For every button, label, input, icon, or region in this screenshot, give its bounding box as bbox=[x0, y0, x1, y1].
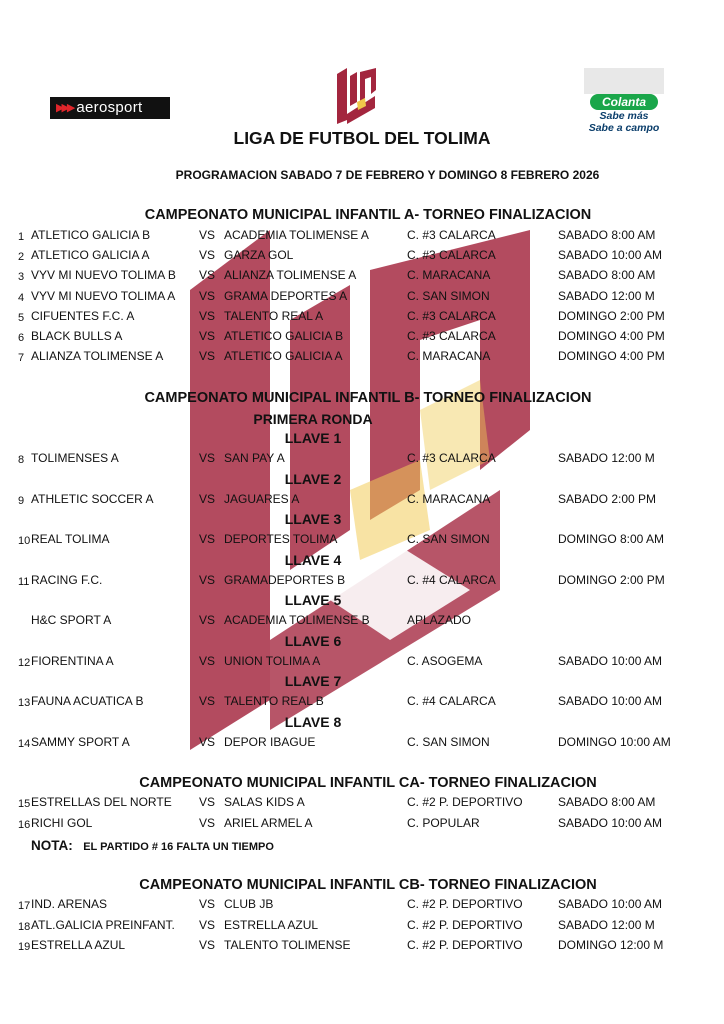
llave-title: LLAVE 1 bbox=[284, 430, 342, 446]
home-team: VYV MI NUEVO TOLIMA A bbox=[31, 288, 176, 303]
venue: C. #4 CALARCA bbox=[407, 572, 496, 587]
match-row bbox=[0, 532, 724, 548]
venue: C. ASOGEMA bbox=[407, 653, 483, 668]
venue: C. SAN SIMON bbox=[407, 734, 490, 749]
match-time: DOMINGO 10:00 AM bbox=[558, 734, 671, 749]
vs-label: VS bbox=[199, 349, 216, 364]
vs-label: VS bbox=[199, 248, 216, 263]
match-number: 5 bbox=[18, 311, 25, 324]
away-team: DEPOR IBAGUE bbox=[224, 734, 316, 749]
llave-title: LLAVE 8 bbox=[284, 713, 342, 730]
match-number: 16 bbox=[18, 819, 31, 831]
venue: C. #2 P. DEPORTIVO bbox=[407, 938, 523, 952]
match-time: SABADO 8:00 AM bbox=[558, 228, 656, 242]
venue: C. #2 P. DEPORTIVO bbox=[407, 897, 523, 911]
away-team: DEPORTES TOLIMA bbox=[224, 532, 338, 546]
away-team: ATLETICO GALICIA A bbox=[224, 349, 343, 364]
match-number: 13 bbox=[18, 697, 31, 709]
section-b-round: PRIMERA RONDA bbox=[253, 411, 373, 427]
match-row bbox=[0, 309, 724, 325]
home-team: ATLETICO GALICIA A bbox=[31, 248, 150, 263]
venue: C. #4 CALARCA bbox=[407, 694, 496, 708]
vs-label: VS bbox=[199, 572, 216, 587]
match-time: DOMINGO 2:00 PM bbox=[558, 572, 665, 587]
match-number: 9 bbox=[18, 494, 25, 507]
venue: C. #3 CALARCA bbox=[407, 248, 496, 263]
section-b-title: CAMPEONATO MUNICIPAL INFANTIL B- TORNEO FINALIZACION bbox=[144, 390, 592, 406]
away-team: CLUB JB bbox=[224, 897, 274, 911]
match-time: SABADO 2:00 PM bbox=[558, 491, 657, 506]
page-title: LIGA DE FUTBOL DEL TOLIMA bbox=[233, 128, 491, 148]
venue: C. MARACANA bbox=[407, 268, 491, 283]
match-time: DOMINGO 2:00 PM bbox=[558, 308, 665, 323]
match-number: 15 bbox=[18, 798, 31, 810]
venue: C. #3 CALARCA bbox=[407, 329, 496, 343]
home-team: ATHLETIC SOCCER A bbox=[31, 491, 154, 506]
match-row bbox=[0, 248, 724, 264]
home-team: IND. ARENAS bbox=[31, 897, 108, 911]
match-row bbox=[0, 228, 724, 244]
match-time: SABADO 10:00 AM bbox=[558, 694, 663, 708]
match-number: 12 bbox=[18, 656, 31, 669]
match-number: 8 bbox=[18, 454, 25, 466]
vs-label: VS bbox=[199, 938, 216, 952]
vs-label: VS bbox=[199, 653, 216, 668]
away-team: ACADEMIA TOLIMENSE B bbox=[224, 613, 370, 627]
match-row bbox=[0, 795, 724, 811]
match-time: DOMINGO 8:00 AM bbox=[558, 532, 665, 546]
aerosport-logo bbox=[50, 97, 170, 119]
venue: C. MARACANA bbox=[407, 491, 491, 506]
match-number: 11 bbox=[18, 575, 30, 588]
away-team: GRAMADEPORTES B bbox=[224, 572, 346, 587]
match-number: 17 bbox=[18, 900, 31, 912]
match-number: 6 bbox=[18, 332, 25, 344]
match-number: 19 bbox=[18, 941, 31, 953]
match-time: DOMINGO 4:00 PM bbox=[558, 329, 665, 343]
venue: C. #3 CALARCA bbox=[407, 451, 496, 465]
llave-title: LLAVE 7 bbox=[284, 673, 342, 689]
away-team: GARZA GOL bbox=[224, 248, 294, 263]
vs-label: VS bbox=[199, 451, 216, 465]
llave-title: LLAVE 4 bbox=[284, 551, 342, 568]
aerosport-logo-text: aerosport bbox=[76, 99, 143, 116]
match-row bbox=[0, 613, 724, 629]
match-time: SABADO 10:00 AM bbox=[558, 653, 663, 668]
match-number: 18 bbox=[18, 920, 31, 933]
home-team: RACING F.C. bbox=[31, 572, 103, 587]
vs-label: VS bbox=[199, 734, 216, 749]
league-logo bbox=[333, 66, 379, 126]
vs-label: VS bbox=[199, 613, 216, 627]
match-time: SABADO 12:00 M bbox=[558, 451, 655, 465]
away-team: ACADEMIA TOLIMENSE A bbox=[224, 228, 369, 242]
venue: C. #3 CALARCA bbox=[407, 308, 496, 323]
away-team: ALIANZA TOLIMENSE A bbox=[224, 268, 357, 283]
section-cb-title: CAMPEONATO MUNICIPAL INFANTIL CB- TORNEO FINALIZACION bbox=[139, 877, 597, 893]
away-team: SALAS KIDS A bbox=[224, 795, 305, 809]
home-team: ESTRELLAS DEL NORTE bbox=[31, 795, 172, 809]
note-label: NOTA: bbox=[31, 838, 73, 853]
away-team: GRAMA DEPORTES A bbox=[224, 288, 348, 303]
away-team: ARIEL ARMEL A bbox=[224, 816, 313, 830]
match-row bbox=[0, 329, 724, 345]
away-team: TALENTO TOLIMENSE bbox=[224, 938, 351, 952]
match-number: 7 bbox=[18, 352, 25, 365]
away-team: ATLETICO GALICIA B bbox=[224, 329, 344, 343]
match-time: SABADO 10:00 AM bbox=[558, 248, 663, 263]
match-time: SABADO 10:00 AM bbox=[558, 897, 663, 911]
match-row bbox=[0, 897, 724, 913]
venue: C. MARACANA bbox=[407, 349, 491, 364]
venue: C. #3 CALARCA bbox=[407, 228, 496, 242]
match-time: SABADO 8:00 AM bbox=[558, 268, 656, 283]
page-subtitle: PROGRAMACION SABADO 7 DE FEBRERO Y DOMINGO 8 FEBRERO 2026 bbox=[175, 168, 600, 182]
match-row bbox=[0, 918, 724, 934]
home-team: TOLIMENSES A bbox=[31, 451, 119, 465]
venue: C. #2 P. DEPORTIVO bbox=[407, 795, 523, 809]
match-row bbox=[0, 492, 724, 508]
match-time: SABADO 12:00 M bbox=[558, 917, 655, 932]
match-row bbox=[0, 451, 724, 467]
home-team: RICHI GOL bbox=[31, 816, 93, 830]
vs-label: VS bbox=[199, 816, 216, 830]
vs-label: VS bbox=[199, 491, 216, 506]
vs-label: VS bbox=[199, 795, 216, 809]
home-team: FAUNA ACUATICA B bbox=[31, 694, 144, 708]
match-row bbox=[0, 573, 724, 589]
match-number: 14 bbox=[18, 737, 31, 750]
vs-label: VS bbox=[199, 897, 216, 911]
cow-icon bbox=[584, 68, 664, 94]
match-time: DOMINGO 4:00 PM bbox=[558, 349, 665, 364]
home-team: BLACK BULLS A bbox=[31, 329, 123, 343]
match-row bbox=[0, 694, 724, 710]
away-team: SAN PAY A bbox=[224, 451, 285, 465]
vs-label: VS bbox=[199, 288, 216, 303]
home-team: ALIANZA TOLIMENSE A bbox=[31, 349, 164, 364]
home-team: VYV MI NUEVO TOLIMA B bbox=[31, 268, 176, 283]
match-time: SABADO 10:00 AM bbox=[558, 816, 663, 830]
venue: C. POPULAR bbox=[407, 816, 480, 830]
note-text: EL PARTIDO # 16 FALTA UN TIEMPO bbox=[83, 841, 274, 853]
venue: C. SAN SIMON bbox=[407, 532, 490, 546]
play-arrows-icon: ▶▶▶ bbox=[56, 102, 73, 114]
match-row bbox=[0, 289, 724, 305]
match-row bbox=[0, 268, 724, 284]
match-number: 1 bbox=[18, 231, 25, 243]
llave-title: LLAVE 5 bbox=[284, 592, 342, 608]
home-team: SAMMY SPORT A bbox=[31, 734, 130, 749]
llave-title: LLAVE 3 bbox=[284, 511, 342, 527]
venue: C. #2 P. DEPORTIVO bbox=[407, 917, 523, 932]
match-time: SABADO 8:00 AM bbox=[558, 795, 656, 809]
section-ca-title: CAMPEONATO MUNICIPAL INFANTIL CA- TORNEO FINALIZACION bbox=[139, 775, 597, 791]
colanta-brand: Colanta bbox=[590, 94, 658, 110]
venue: APLAZADO bbox=[407, 613, 472, 627]
vs-label: VS bbox=[199, 268, 216, 283]
match-row bbox=[0, 735, 724, 751]
vs-label: VS bbox=[199, 532, 216, 546]
match-number: 4 bbox=[18, 291, 25, 304]
home-team: ATL.GALICIA PREINFANT. bbox=[31, 917, 175, 932]
note bbox=[31, 837, 274, 855]
colanta-tagline-1: Sabe más bbox=[599, 110, 649, 122]
home-team: CIFUENTES F.C. A bbox=[31, 308, 135, 323]
home-team: ATLETICO GALICIA B bbox=[31, 228, 151, 242]
match-row bbox=[0, 654, 724, 670]
llave-title: LLAVE 2 bbox=[284, 470, 342, 487]
vs-label: VS bbox=[199, 329, 216, 343]
match-row bbox=[0, 816, 724, 832]
home-team: REAL TOLIMA bbox=[31, 532, 110, 546]
match-row bbox=[0, 938, 724, 954]
vs-label: VS bbox=[199, 308, 216, 323]
match-number: 10 bbox=[18, 535, 31, 547]
away-team: TALENTO REAL A bbox=[224, 308, 324, 323]
home-team: FIORENTINA A bbox=[31, 653, 114, 668]
section-a-title: CAMPEONATO MUNICIPAL INFANTIL A- TORNEO FINALIZACION bbox=[144, 207, 592, 223]
away-team: JAGUARES A bbox=[224, 491, 300, 506]
llave-title: LLAVE 6 bbox=[284, 632, 342, 649]
match-row bbox=[0, 349, 724, 365]
vs-label: VS bbox=[199, 228, 216, 242]
venue: C. SAN SIMON bbox=[407, 288, 490, 303]
home-team: ESTRELLA AZUL bbox=[31, 938, 126, 952]
away-team: UNION TOLIMA A bbox=[224, 653, 321, 668]
away-team: ESTRELLA AZUL bbox=[224, 917, 319, 932]
match-time: DOMINGO 12:00 M bbox=[558, 938, 664, 952]
match-number: 3 bbox=[18, 271, 25, 284]
match-time: SABADO 12:00 M bbox=[558, 288, 655, 303]
home-team: H&C SPORT A bbox=[31, 613, 112, 627]
colanta-tagline-2: Sabe a campo bbox=[588, 121, 660, 134]
vs-label: VS bbox=[199, 917, 216, 932]
away-team: TALENTO REAL B bbox=[224, 694, 324, 708]
vs-label: VS bbox=[199, 694, 216, 708]
match-number: 2 bbox=[18, 251, 25, 264]
